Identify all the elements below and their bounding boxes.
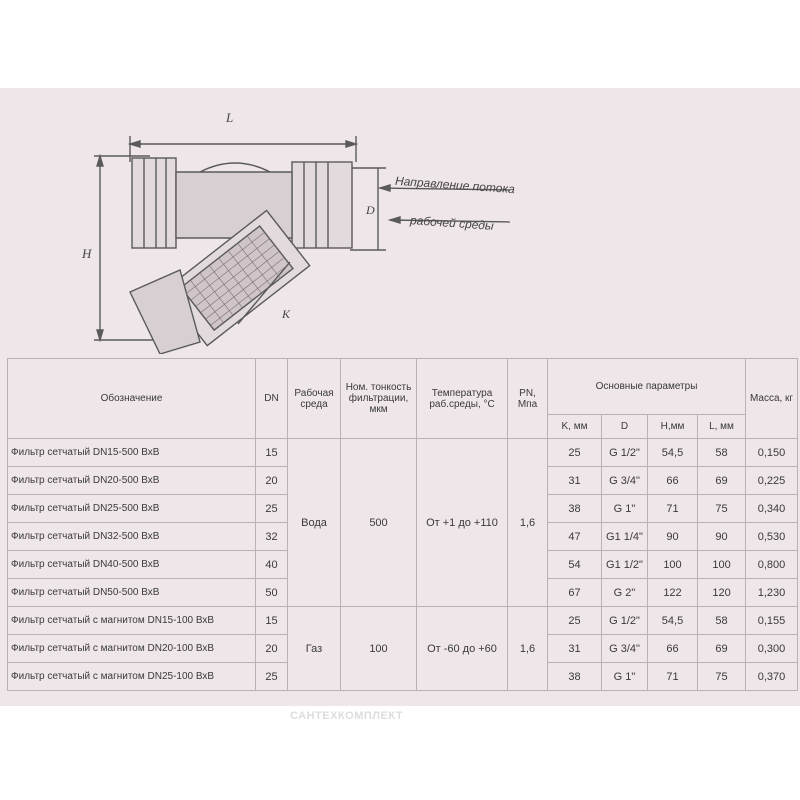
header-k: K, мм bbox=[548, 415, 602, 439]
group-medium: Газ bbox=[288, 607, 341, 691]
group-fineness: 100 bbox=[341, 607, 417, 691]
dim-h-label: H bbox=[82, 246, 92, 261]
row-k: 38 bbox=[548, 663, 602, 691]
row-k: 25 bbox=[548, 607, 602, 635]
strainer-drawing bbox=[60, 92, 620, 354]
row-h: 100 bbox=[648, 551, 698, 579]
row-mass: 0,225 bbox=[746, 467, 798, 495]
row-name: Фильтр сетчатый с магнитом DN20-100 ВхВ bbox=[8, 635, 256, 663]
row-k: 25 bbox=[548, 439, 602, 467]
row-dn: 50 bbox=[256, 579, 288, 607]
header-dn: DN bbox=[256, 359, 288, 439]
spec-table bbox=[7, 358, 798, 691]
row-l: 58 bbox=[698, 439, 746, 467]
row-dn: 32 bbox=[256, 523, 288, 551]
row-h: 90 bbox=[648, 523, 698, 551]
header-designation: Обозначение bbox=[8, 359, 256, 439]
row-l: 90 bbox=[698, 523, 746, 551]
row-d: G 1" bbox=[602, 663, 648, 691]
row-mass: 0,155 bbox=[746, 607, 798, 635]
row-name: Фильтр сетчатый DN15-500 ВхВ bbox=[8, 439, 256, 467]
row-h: 66 bbox=[648, 635, 698, 663]
row-l: 75 bbox=[698, 663, 746, 691]
row-mass: 0,340 bbox=[746, 495, 798, 523]
row-dn: 40 bbox=[256, 551, 288, 579]
row-name: Фильтр сетчатый с магнитом DN25-100 ВхВ bbox=[8, 663, 256, 691]
row-h: 122 bbox=[648, 579, 698, 607]
row-d: G 1" bbox=[602, 495, 648, 523]
header-pn: PN, Мпа bbox=[508, 359, 548, 439]
header-h: H,мм bbox=[648, 415, 698, 439]
row-k: 54 bbox=[548, 551, 602, 579]
row-dn: 25 bbox=[256, 663, 288, 691]
header-fineness: Ном. тонкость фильтрации, мкм bbox=[341, 359, 417, 439]
row-dn: 20 bbox=[256, 635, 288, 663]
row-l: 69 bbox=[698, 467, 746, 495]
row-h: 54,5 bbox=[648, 439, 698, 467]
row-mass: 0,300 bbox=[746, 635, 798, 663]
dim-l-label: L bbox=[226, 110, 234, 125]
row-d: G 1/2" bbox=[602, 607, 648, 635]
row-name: Фильтр сетчатый DN25-500 ВхВ bbox=[8, 495, 256, 523]
row-k: 31 bbox=[548, 467, 602, 495]
dim-k-label: K bbox=[282, 307, 291, 321]
row-k: 38 bbox=[548, 495, 602, 523]
row-mass: 1,230 bbox=[746, 579, 798, 607]
row-h: 54,5 bbox=[648, 607, 698, 635]
row-d: G1 1/2" bbox=[602, 551, 648, 579]
group-temperature: От +1 до +110 bbox=[417, 439, 508, 607]
row-dn: 15 bbox=[256, 607, 288, 635]
row-name: Фильтр сетчатый DN50-500 ВхВ bbox=[8, 579, 256, 607]
flow-direction-line1: Направление потока bbox=[394, 173, 516, 197]
row-d: G 2" bbox=[602, 579, 648, 607]
row-h: 66 bbox=[648, 467, 698, 495]
row-mass: 0,150 bbox=[746, 439, 798, 467]
header-l: L, мм bbox=[698, 415, 746, 439]
row-name: Фильтр сетчатый DN20-500 ВхВ bbox=[8, 467, 256, 495]
row-l: 120 bbox=[698, 579, 746, 607]
flow-direction-line2: рабочей среды bbox=[409, 213, 495, 233]
row-dn: 20 bbox=[256, 467, 288, 495]
header-mass: Масса, кг bbox=[746, 359, 798, 439]
watermark-logo: САНТЕХКОМПЛЕКТ bbox=[290, 710, 404, 722]
row-dn: 25 bbox=[256, 495, 288, 523]
group-medium: Вода bbox=[288, 439, 341, 607]
row-mass: 0,800 bbox=[746, 551, 798, 579]
row-l: 75 bbox=[698, 495, 746, 523]
row-name: Фильтр сетчатый с магнитом DN15-100 ВхВ bbox=[8, 607, 256, 635]
row-l: 100 bbox=[698, 551, 746, 579]
row-l: 58 bbox=[698, 607, 746, 635]
row-mass: 0,370 bbox=[746, 663, 798, 691]
group-pn: 1,6 bbox=[508, 439, 548, 607]
row-dn: 15 bbox=[256, 439, 288, 467]
row-name: Фильтр сетчатый DN32-500 ВхВ bbox=[8, 523, 256, 551]
header-medium: Рабочая среда bbox=[288, 359, 341, 439]
group-temperature: От -60 до +60 bbox=[417, 607, 508, 691]
row-d: G 3/4" bbox=[602, 467, 648, 495]
table-row bbox=[8, 439, 798, 467]
row-k: 47 bbox=[548, 523, 602, 551]
row-l: 69 bbox=[698, 635, 746, 663]
row-name: Фильтр сетчатый DN40-500 ВхВ bbox=[8, 551, 256, 579]
row-k: 67 bbox=[548, 579, 602, 607]
row-d: G1 1/4" bbox=[602, 523, 648, 551]
group-fineness: 500 bbox=[341, 439, 417, 607]
row-mass: 0,530 bbox=[746, 523, 798, 551]
row-d: G 3/4" bbox=[602, 635, 648, 663]
header-main-params: Основные параметры bbox=[548, 359, 746, 415]
header-d: D bbox=[602, 415, 648, 439]
row-k: 31 bbox=[548, 635, 602, 663]
row-h: 71 bbox=[648, 495, 698, 523]
row-h: 71 bbox=[648, 663, 698, 691]
table-row bbox=[8, 607, 798, 635]
group-pn: 1,6 bbox=[508, 607, 548, 691]
dim-d-label: D bbox=[366, 203, 375, 217]
header-temperature: Температура раб.среды, °С bbox=[417, 359, 508, 439]
row-d: G 1/2" bbox=[602, 439, 648, 467]
